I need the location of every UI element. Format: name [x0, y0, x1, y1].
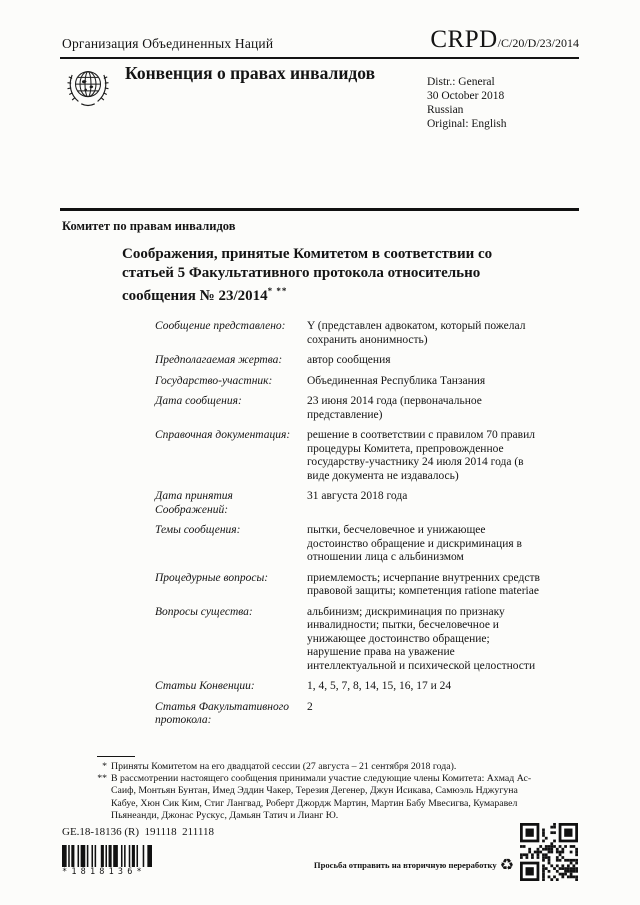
qr-code [520, 823, 578, 881]
row-value: приемлемость; исчерпание внутренних средств правовой защиты; компетенция ratione materiae [307, 571, 540, 597]
recycle-icon: ♻ [499, 855, 514, 874]
row-label: Дата сообщения: [155, 395, 242, 407]
title-footnote-markers: * ** [267, 286, 288, 296]
row-label: Предполагаемая жертва: [155, 354, 283, 366]
row-label: Сообщение представлено: [155, 320, 286, 332]
row-value: автор сообщения [307, 354, 391, 366]
document-symbol-main: CRPD [430, 26, 498, 53]
row-value: решение в соответствии с правилом 70 правил процедуры Комитета, препровожденное государству-участнику 24 июля 2014 года (в виде документа не издавалось) [307, 429, 535, 482]
barcode-bars [62, 845, 152, 867]
header-rule [60, 57, 579, 59]
qr-code-svg [520, 823, 578, 881]
footnote-text: Приняты Комитетом на его двадцатой сессии (27 августа – 21 сентября 2018 года). [111, 761, 457, 772]
recycle-text: Просьба отправить на вторичную переработку [313, 860, 497, 870]
distr-date: 30 October 2018 [427, 90, 505, 102]
footnote-marker: ** [97, 773, 107, 785]
case-info-table [155, 320, 555, 728]
row-label: Дата принятия Соображений: [155, 490, 233, 516]
committee-heading: Комитет по правам инвалидов [62, 219, 236, 233]
footnote-text: В рассмотрении настоящего сообщения принимали участие следующие члены Комитета: Ахмад Ас-Саиф, Монтьян Бунтан, Имед Эддин Чакер, Терезия Дегенер, Джун Исикава, Самюэль Нджугуна Кабуе, Хюн Сик Ким, Стиг Лангвад, Роберт Джордж Мартин, Мартин Бабу Мвесигва, Кумаравел Пьянеанди, Джонас Рускус, Дамьян Татич и Лианг Ю. [111, 773, 532, 821]
row-value: 31 августа 2018 года [307, 490, 408, 502]
footnotes [95, 761, 547, 822]
barcode [62, 845, 152, 877]
barcode-text: *1818136* [62, 867, 146, 877]
section-rule [60, 208, 579, 211]
convention-title: Конвенция о правах инвалидов [125, 63, 376, 83]
row-value: 23 июня 2014 года (первоначальное представление) [307, 395, 482, 421]
un-emblem-icon [63, 62, 113, 114]
row-value: 1, 4, 5, 7, 8, 14, 15, 16, 17 и 24 [307, 680, 452, 692]
row-label: Темы сообщения: [155, 524, 241, 536]
row-label: Справочная документация: [155, 429, 291, 441]
ge-document-number: GE.18-18136 (R) 191118 211118 [62, 826, 214, 838]
row-label: Статья Факультативного протокола: [155, 700, 289, 726]
distr-language: Russian [427, 104, 464, 116]
document-symbol-suffix: /C/20/D/23/2014 [497, 36, 579, 50]
un-org-name: Организация Объединенных Наций [62, 36, 274, 51]
footnote [95, 761, 547, 773]
recycle-notice [314, 857, 514, 873]
distr-line: Distr.: General [427, 76, 495, 88]
document-symbol [430, 26, 579, 54]
row-label: Процедурные вопросы: [155, 571, 269, 584]
row-label: Государство-участник: [155, 374, 273, 387]
row-label: Вопросы существа: [155, 605, 253, 618]
row-value: Y (представлен адвокатом, который пожелал сохранить анонимность) [307, 320, 526, 346]
row-value: 2 [307, 700, 313, 713]
footnote [95, 773, 547, 822]
row-value: пытки, бесчеловечное и унижающее достоинство обращение и дискриминация в отношении лица с альбинизмом [307, 524, 522, 563]
distr-original: Original: English [427, 118, 507, 130]
distribution-block [427, 75, 507, 131]
footnote-rule [97, 756, 135, 757]
footnote-marker: * [102, 761, 107, 772]
page-title [122, 245, 494, 306]
row-value: Объединенная Республика Танзания [307, 374, 486, 387]
row-value: альбинизм; дискриминация по признаку инвалидности; пытки, бесчеловечное и унижающее достоинство обращение; нарушение права на уважение интеллектуальной и психической целостности [307, 605, 536, 672]
row-label: Статьи Конвенции: [155, 680, 255, 692]
page-title-text: Соображения, принятые Комитетом в соответствии со статьей 5 Факультативного протокола относительно сообщения № 23/2014 [122, 246, 493, 304]
